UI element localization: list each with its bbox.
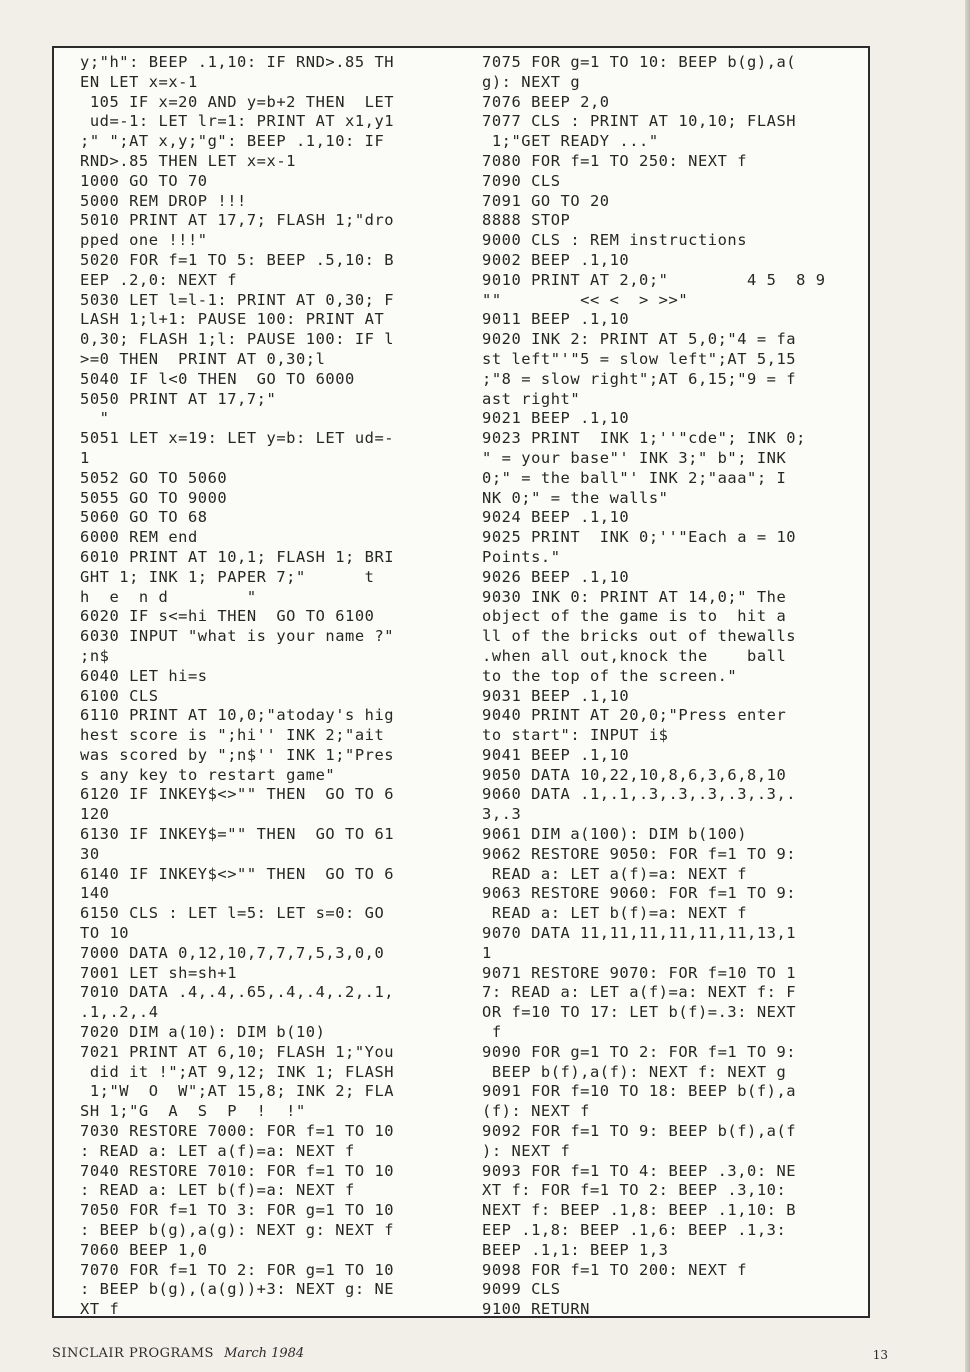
magazine-name: SINCLAIR PROGRAMS [52,1346,214,1361]
code-line: 6130 IF INKEY$="" THEN GO TO 61 [80,825,395,844]
code-line: 9023 PRINT INK 1;''"cde"; INK 0; [482,429,806,448]
code-line: 9030 INK 0: PRINT AT 14,0;" The [482,587,787,606]
code-line: ast right" [482,389,581,408]
code-line: ;" ";AT x,y;"g": BEEP .1,10: IF [80,132,385,151]
program-listing-sheet [52,46,870,1318]
code-line: 7030 RESTORE 7000: FOR f=1 TO 10 [80,1122,395,1141]
code-line: >=0 THEN PRINT AT 0,30;l [80,349,326,368]
code-line: 9092 FOR f=1 TO 9: BEEP b(f),a(f [482,1122,797,1141]
code-line: 7001 LET sh=sh+1 [80,963,238,982]
code-line: "" << < > >>" [482,290,689,309]
code-line: 5051 LET x=19: LET y=b: LET ud=- [80,429,395,448]
code-line: 6110 PRINT AT 10,0;"atoday's hig [80,706,395,725]
code-line: 9024 BEEP .1,10 [482,508,630,527]
code-line: 30 [80,844,100,863]
code-line: 7080 FOR f=1 TO 250: NEXT f [482,151,748,170]
code-line: to the top of the screen." [482,666,738,685]
code-line: ll of the bricks out of thewalls [482,627,797,646]
code-line: .1,.2,.4 [80,1003,159,1022]
code-line: 5030 LET l=l-1: PRINT AT 0,30; F [80,290,395,309]
code-line: did it !";AT 9,12; INK 1; FLASH [80,1062,395,1081]
code-line: 7091 GO TO 20 [482,191,610,210]
code-line: 7021 PRINT AT 6,10; FLASH 1;"You [80,1042,395,1061]
code-line: XT f [80,1300,120,1318]
code-line: 9062 RESTORE 9050: FOR f=1 TO 9: [482,844,797,863]
code-line: EEP .2,0: NEXT f [80,270,238,289]
issue-date: March 1984 [224,1346,305,1361]
code-line: 7060 BEEP 1,0 [80,1240,208,1259]
code-line: Points." [482,547,561,566]
code-line: 8888 STOP [482,211,571,230]
code-line: READ a: LET a(f)=a: NEXT f [482,864,748,883]
code-line: 120 [80,805,110,824]
code-line: .when all out,knock the ball [482,646,787,665]
code-line: SH 1;"G A S P ! !" [80,1102,306,1121]
code-line: 9090 FOR g=1 TO 2: FOR f=1 TO 9: [482,1042,797,1061]
code-line: was scored by ";n$'' INK 1;"Pres [80,745,395,764]
code-line: EEP .1,8: BEEP .1,6: BEEP .1,3: [482,1221,787,1240]
code-line: 7076 BEEP 2,0 [482,92,610,111]
code-line: 9060 DATA .1,.1,.3,.3,.3,.3,.3,. [482,785,797,804]
code-line: 5040 IF l<0 THEN GO TO 6000 [80,369,355,388]
code-line: 9050 DATA 10,22,10,8,6,3,6,8,10 [482,765,787,784]
listing-right-column [482,53,870,1318]
code-line: 105 IF x=20 AND y=b+2 THEN LET [80,92,395,111]
code-line: 7040 RESTORE 7010: FOR f=1 TO 10 [80,1161,395,1180]
code-line: EN LET x=x-1 [80,72,198,91]
code-line: : READ a: LET a(f)=a: NEXT f [80,1141,355,1160]
page-number: 13 [872,1348,888,1362]
code-line: NEXT f: BEEP .1,8: BEEP .1,10: B [482,1201,797,1220]
code-line: (f): NEXT f [482,1102,590,1121]
code-line: 9098 FOR f=1 TO 200: NEXT f [482,1260,748,1279]
code-line: 6150 CLS : LET l=5: LET s=0: GO [80,904,385,923]
code-line: 1000 GO TO 70 [80,171,208,190]
code-line: TO 10 [80,924,130,943]
code-line: ud=-1: LET lr=1: PRINT AT x1,y1 [80,112,395,131]
code-line: 1 [80,448,90,467]
code-line: hest score is ";hi'' INK 2;"ait [80,726,385,745]
code-line: 9010 PRINT AT 2,0;" 4 5 8 9 [482,270,826,289]
code-line: 5000 REM DROP !!! [80,191,247,210]
code-line: XT f: FOR f=1 TO 2: BEEP .3,10: [482,1181,787,1200]
code-line: object of the game is to hit a [482,607,787,626]
code-line: : READ a: LET b(f)=a: NEXT f [80,1181,355,1200]
code-line: 5055 GO TO 9000 [80,488,228,507]
code-line: RND>.85 THEN LET x=x-1 [80,151,296,170]
code-line: OR f=10 TO 17: LET b(f)=.3: NEXT [482,1003,797,1022]
code-line: 0;" = the ball"' INK 2;"aaa"; I [482,468,787,487]
code-line: 9061 DIM a(100): DIM b(100) [482,825,748,844]
code-line: 7000 DATA 0,12,10,7,7,7,5,3,0,0 [80,943,385,962]
code-line: pped one !!!" [80,231,208,250]
code-line: 6020 IF s<=hi THEN GO TO 6100 [80,607,375,626]
code-line: 9091 FOR f=10 TO 18: BEEP b(f),a [482,1082,797,1101]
code-line: 5020 FOR f=1 TO 5: BEEP .5,10: B [80,250,395,269]
code-line: 140 [80,884,110,903]
code-line: 9020 INK 2: PRINT AT 5,0;"4 = fa [482,330,797,349]
code-line: 9031 BEEP .1,10 [482,686,630,705]
code-line: 6030 INPUT "what is your name ?" [80,627,395,646]
code-line: 1 [482,943,492,962]
code-line: 5050 PRINT AT 17,7;" [80,389,277,408]
code-line: 7020 DIM a(10): DIM b(10) [80,1023,326,1042]
code-line: 3,.3 [482,805,522,824]
code-line: GHT 1; INK 1; PAPER 7;" t [80,567,375,586]
code-line: " = your base"' INK 3;" b"; INK [482,448,787,467]
code-line: 7090 CLS [482,171,561,190]
code-line: 6100 CLS [80,686,159,705]
code-line: NK 0;" = the walls" [482,488,669,507]
listing-left-column [80,53,468,1318]
code-line: to start": INPUT i$ [482,726,669,745]
code-line: 9021 BEEP .1,10 [482,409,630,428]
page-footer [52,1346,304,1361]
code-line: 7070 FOR f=1 TO 2: FOR g=1 TO 10 [80,1260,395,1279]
code-line: ;"8 = slow right";AT 6,15;"9 = f [482,369,797,388]
code-line: 9071 RESTORE 9070: FOR f=10 TO 1 [482,963,797,982]
code-line: " [80,409,110,428]
code-line: 7077 CLS : PRINT AT 10,10; FLASH [482,112,797,131]
code-line: 5010 PRINT AT 17,7; FLASH 1;"dro [80,211,395,230]
code-line: 5052 GO TO 5060 [80,468,228,487]
code-line: 9100 RETURN [482,1300,590,1318]
code-line: 7010 DATA .4,.4,.65,.4,.4,.2,.1, [80,983,395,1002]
code-line: 6040 LET hi=s [80,666,208,685]
code-line: BEEP .1,1: BEEP 1,3 [482,1240,669,1259]
code-line: LASH 1;l+1: PAUSE 100: PRINT AT [80,310,385,329]
code-line: s any key to restart game" [80,765,336,784]
page-edge [965,0,970,1372]
code-line: : BEEP b(g),(a(g))+3: NEXT g: NE [80,1280,395,1299]
code-line: 9025 PRINT INK 0;''"Each a = 10 [482,528,797,547]
code-line: BEEP b(f),a(f): NEXT f: NEXT g [482,1062,787,1081]
code-line: 7: READ a: LET a(f)=a: NEXT f: F [482,983,797,1002]
code-line: 1;"GET READY ..." [482,132,659,151]
code-line: 9040 PRINT AT 20,0;"Press enter [482,706,787,725]
code-line: g): NEXT g [482,72,581,91]
code-line: 9070 DATA 11,11,11,11,11,11,13,1 [482,924,797,943]
code-line: 7075 FOR g=1 TO 10: BEEP b(g),a( [482,53,797,71]
code-line: 9002 BEEP .1,10 [482,250,630,269]
code-line: f [482,1023,502,1042]
code-line: 1;"W O W";AT 15,8; INK 2; FLA [80,1082,395,1101]
code-line: 9093 FOR f=1 TO 4: BEEP .3,0: NE [482,1161,797,1180]
code-line: 9063 RESTORE 9060: FOR f=1 TO 9: [482,884,797,903]
code-line: 6120 IF INKEY$<>"" THEN GO TO 6 [80,785,395,804]
code-line: ): NEXT f [482,1141,571,1160]
code-line: 0,30; FLASH 1;l: PAUSE 100: IF l [80,330,395,349]
code-line: y;"h": BEEP .1,10: IF RND>.85 TH [80,53,395,71]
code-line: 9011 BEEP .1,10 [482,310,630,329]
code-line: 9026 BEEP .1,10 [482,567,630,586]
code-line: 9099 CLS [482,1280,561,1299]
code-line: 9000 CLS : REM instructions [482,231,748,250]
code-line: 5060 GO TO 68 [80,508,208,527]
code-line: 6010 PRINT AT 10,1; FLASH 1; BRI [80,547,395,566]
code-line: 6000 REM end [80,528,198,547]
code-line: h e n d " [80,587,257,606]
code-line: READ a: LET b(f)=a: NEXT f [482,904,748,923]
code-line: 9041 BEEP .1,10 [482,745,630,764]
code-line: ;n$ [80,646,110,665]
code-line: 7050 FOR f=1 TO 3: FOR g=1 TO 10 [80,1201,395,1220]
code-line: : BEEP b(g),a(g): NEXT g: NEXT f [80,1221,395,1240]
code-line: st left"'"5 = slow left";AT 5,15 [482,349,797,368]
code-line: 6140 IF INKEY$<>"" THEN GO TO 6 [80,864,395,883]
